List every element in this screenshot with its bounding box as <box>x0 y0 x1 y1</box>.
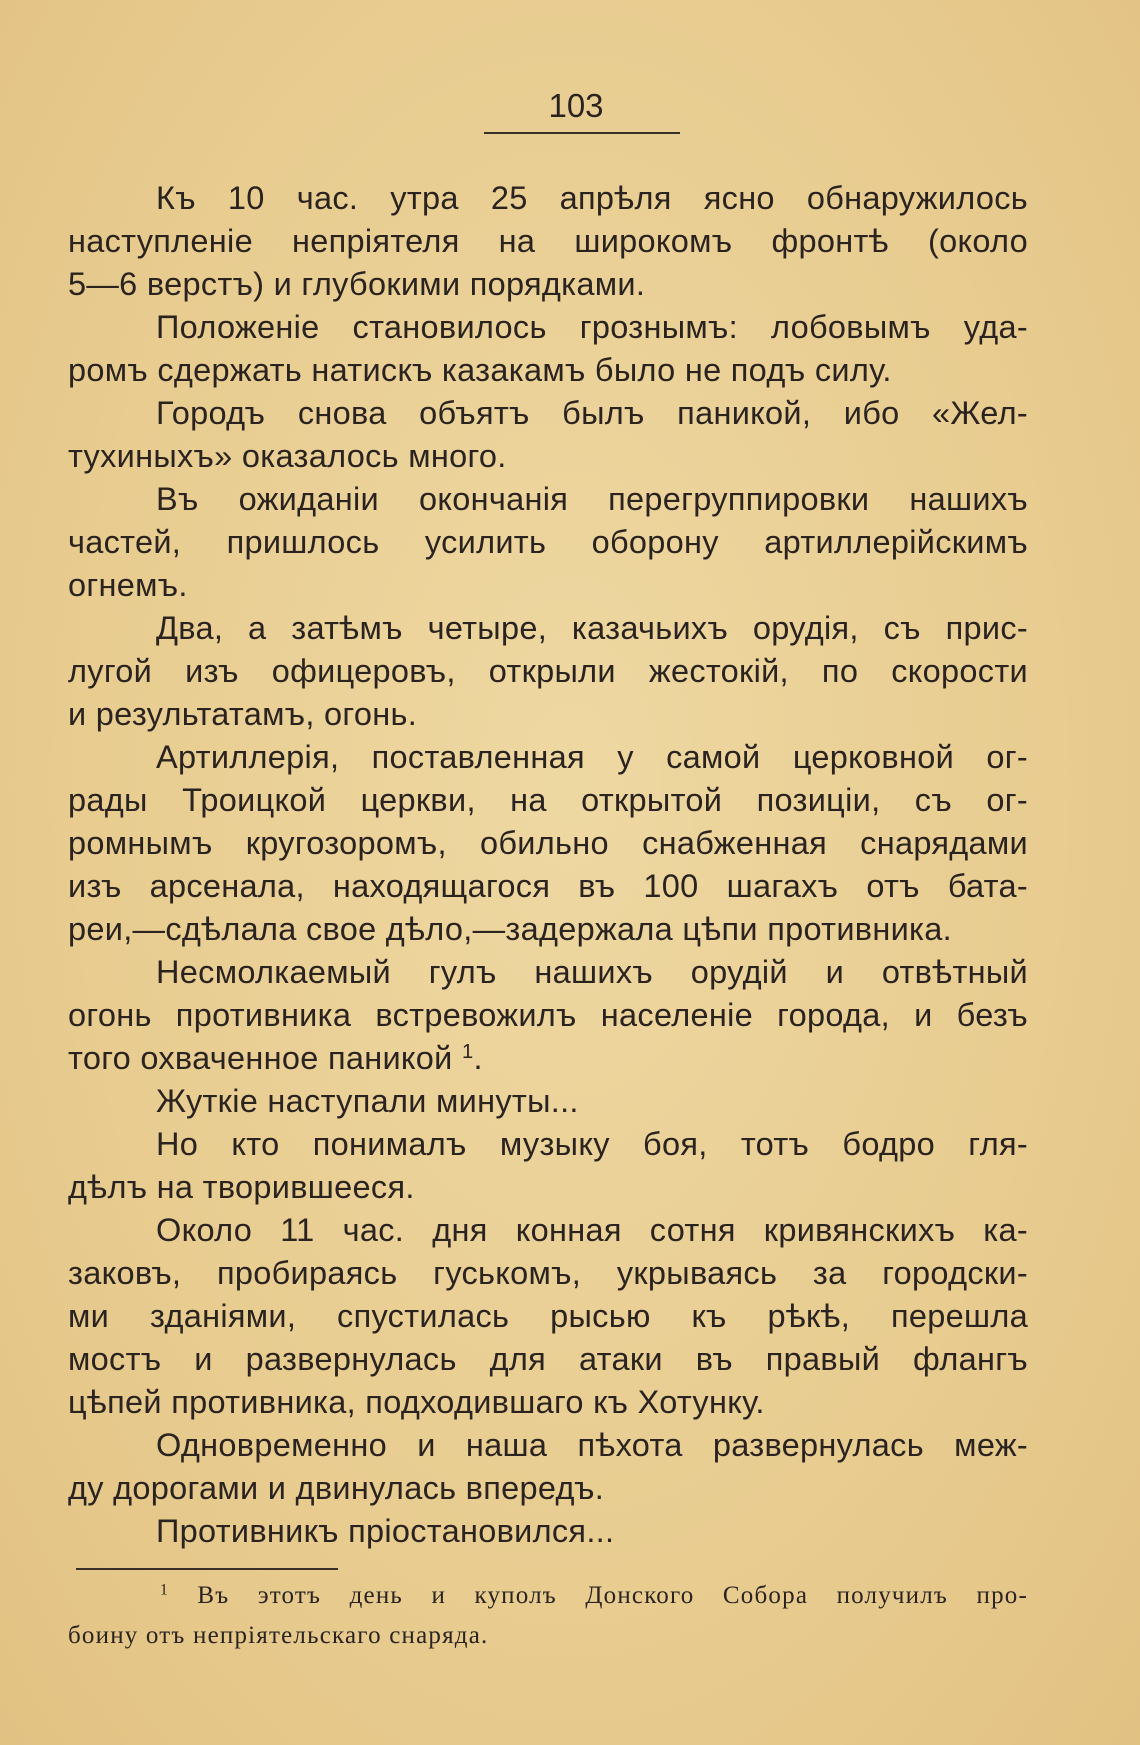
text-line: 5—6 верстъ) и глубокими порядками. <box>68 266 646 302</box>
text-line: Но кто понималъ музыку боя, тотъ бодро гля- <box>156 1126 1028 1162</box>
footnote-line: боину отъ непріятельскаго снаряда. <box>68 1622 489 1649</box>
text-line: Въ ожиданіи окончанія перегруппировки нашихъ <box>156 481 1028 517</box>
text-line: ду дорогами и двинулась впередъ. <box>68 1470 605 1506</box>
text-line: Жуткіе наступали минуты... <box>156 1083 579 1119</box>
text-line: Артиллерія, поставленная у самой церковной ог- <box>156 739 1028 775</box>
text-line: наступленіе непріятеля на широкомъ фронтѣ (около <box>68 223 1028 259</box>
paragraph <box>68 392 1028 478</box>
text-line: реи,—сдѣлала свое дѣло,—задержала цѣпи противника. <box>68 911 952 947</box>
text-line: ромъ сдержать натискъ казакамъ было не подъ силу. <box>68 352 892 388</box>
paragraph <box>68 478 1028 607</box>
paragraph <box>68 306 1028 392</box>
text-line: Два, а затѣмъ четыре, казачьихъ орудія, съ прис- <box>156 610 1028 646</box>
text-line: огонь противника встревожилъ населеніе города, и безъ <box>68 997 1028 1033</box>
page-number: 103 <box>548 87 604 124</box>
paragraph <box>68 177 1028 306</box>
text-line: лугой изъ офицеровъ, открыли жестокій, по скорости <box>68 653 1028 689</box>
book-page <box>68 0 1028 1745</box>
paragraph <box>68 736 1028 951</box>
paragraph <box>68 1510 1028 1553</box>
text-line: частей, пришлось усилить оборону артиллерійскимъ <box>68 524 1028 560</box>
text-line: Одновременно и наша пѣхота развернулась меж- <box>156 1427 1028 1463</box>
text-line: огнемъ. <box>68 567 188 603</box>
text-line: Городъ снова объятъ былъ паникой, ибо «Жел- <box>156 395 1028 431</box>
page-number-rule <box>484 132 680 134</box>
paragraph <box>68 1424 1028 1510</box>
paragraph <box>68 1123 1028 1209</box>
text-line: рады Троицкой церкви, на открытой позиціи, съ ог- <box>68 782 1028 818</box>
footnote-marker: 1 <box>160 1581 169 1599</box>
text-line: ми зданіями, спустилась рысью къ рѣкѣ, перешла <box>68 1298 1028 1334</box>
paragraph <box>68 1209 1028 1424</box>
footnote-line: $^1$ Въ этотъ день и куполъ Донского Собора получилъ про- <box>160 1581 1028 1609</box>
text-line: Положеніе становилось грознымъ: лобовымъ уда- <box>156 309 1028 345</box>
text-line: цѣпей противника, подходившаго къ Хотунку. <box>68 1384 765 1420</box>
footnote <box>68 1576 1028 1656</box>
paragraph <box>68 1080 1028 1123</box>
text-line: мостъ и развернулась для атаки въ правый флангъ <box>68 1341 1028 1377</box>
body-text <box>68 177 1028 1553</box>
text-line: заковъ, пробираясь гуськомъ, укрываясь за городски- <box>68 1255 1028 1291</box>
footnote-reference: 1 <box>461 1040 474 1063</box>
text-line: ромнымъ кругозоромъ, обильно снабженная снарядами <box>68 825 1028 861</box>
text-line: Несмолкаемый гулъ нашихъ орудій и отвѣтный <box>156 954 1028 990</box>
text-line: того охваченное паникой $^1$. <box>68 1040 483 1076</box>
text-line: Противникъ пріостановился... <box>156 1513 615 1549</box>
text-line: изъ арсенала, находящагося въ 100 шагахъ отъ бата- <box>68 868 1028 904</box>
text-line: дѣлъ на творившееся. <box>68 1169 415 1205</box>
paragraph <box>68 951 1028 1080</box>
footnote-rule <box>76 1568 338 1570</box>
paragraph <box>68 607 1028 736</box>
text-line: и результатамъ, огонь. <box>68 696 418 732</box>
text-line: Около 11 час. дня конная сотня кривянскихъ ка- <box>156 1212 1028 1248</box>
text-line: тухиныхъ» оказалось много. <box>68 438 507 474</box>
text-line: Къ 10 час. утра 25 апрѣля ясно обнаружилось <box>156 180 1028 216</box>
